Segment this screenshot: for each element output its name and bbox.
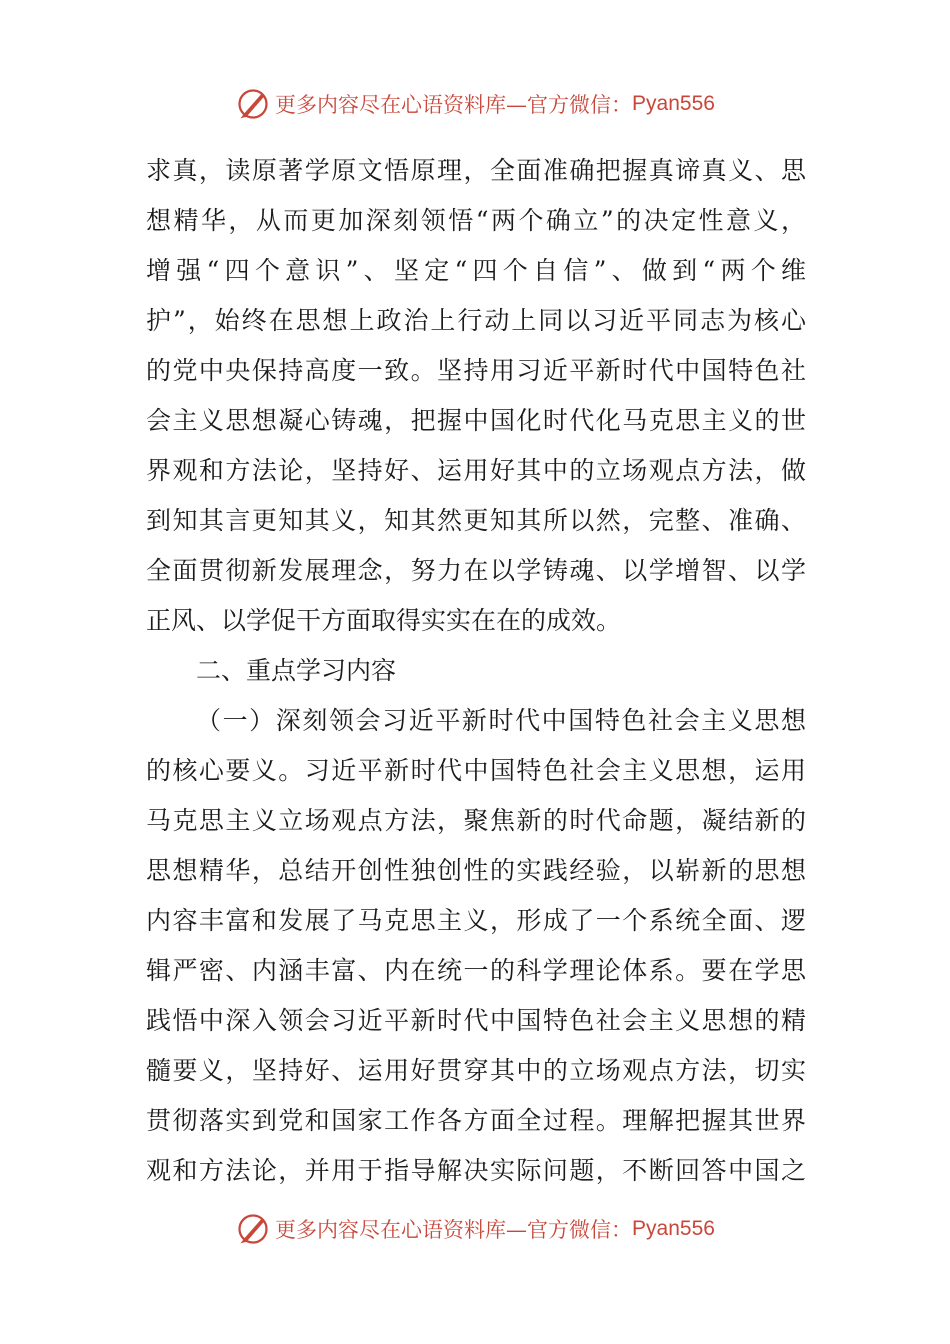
text-line: 正风、以学促干方面取得实实在在的成效。 bbox=[146, 606, 622, 635]
watermark-wechat-id: Pyan556 bbox=[632, 1217, 715, 1240]
pen-logo-icon bbox=[235, 86, 271, 122]
section-heading: 二、重点学习内容 bbox=[196, 656, 397, 685]
text-line: 界观和方法论，坚持好、运用好其中的立场观点方法，做 bbox=[146, 456, 806, 485]
header-watermark bbox=[0, 84, 950, 124]
text-line: 践悟中深入领会习近平新时代中国特色社会主义思想的精 bbox=[146, 1006, 806, 1035]
text-line: 到知其言更知其义，知其然更知其所以然，完整、准确、 bbox=[146, 506, 806, 535]
text-line: 求真，读原著学原文悟原理，全面准确把握真谛真义、思 bbox=[146, 156, 806, 185]
text-line: 辑严密、内涵丰富、内在统一的科学理论体系。要在学思 bbox=[146, 956, 806, 985]
text-line: 的核心要义。习近平新时代中国特色社会主义思想，运用 bbox=[146, 756, 806, 785]
text-line: 的党中央保持高度一致。坚持用习近平新时代中国特色社 bbox=[146, 356, 806, 385]
text-line: 贯彻落实到党和国家工作各方面全过程。理解把握其世界 bbox=[146, 1106, 806, 1135]
text-line: 马克思主义立场观点方法，聚焦新的时代命题，凝结新的 bbox=[146, 806, 806, 835]
watermark-wechat-id: Pyan556 bbox=[632, 92, 715, 115]
pen-logo-icon bbox=[235, 1211, 271, 1247]
text-line: 护”，始终在思想上政治上行动上同以习近平同志为核心 bbox=[146, 306, 806, 335]
footer-watermark bbox=[0, 1209, 950, 1249]
text-line: 会主义思想凝心铸魂，把握中国化时代化马克思主义的世 bbox=[146, 406, 806, 435]
text-line: 髓要义，坚持好、运用好贯穿其中的立场观点方法，切实 bbox=[146, 1056, 806, 1085]
subsection-heading-line: （一）深刻领会习近平新时代中国特色社会主义思想 bbox=[196, 706, 806, 735]
text-line: 想精华，从而更加深刻领悟“两个确立”的决定性意义， bbox=[146, 206, 806, 235]
watermark-text: 更多内容尽在心语资料库—官方微信： bbox=[275, 93, 633, 117]
text-line: 思想精华，总结开创性独创性的实践经验，以崭新的思想 bbox=[146, 856, 806, 885]
watermark-text: 更多内容尽在心语资料库—官方微信： bbox=[275, 1218, 633, 1242]
text-line: 增强“四个意识”、坚定“四个自信”、做到“两个维 bbox=[146, 256, 806, 285]
text-line: 全面贯彻新发展理念，努力在以学铸魂、以学增智、以学 bbox=[146, 556, 806, 585]
text-line: 内容丰富和发展了马克思主义，形成了一个系统全面、逻 bbox=[146, 906, 806, 935]
text-line: 观和方法论，并用于指导解决实际问题，不断回答中国之 bbox=[146, 1156, 806, 1185]
document-body bbox=[146, 146, 806, 1196]
